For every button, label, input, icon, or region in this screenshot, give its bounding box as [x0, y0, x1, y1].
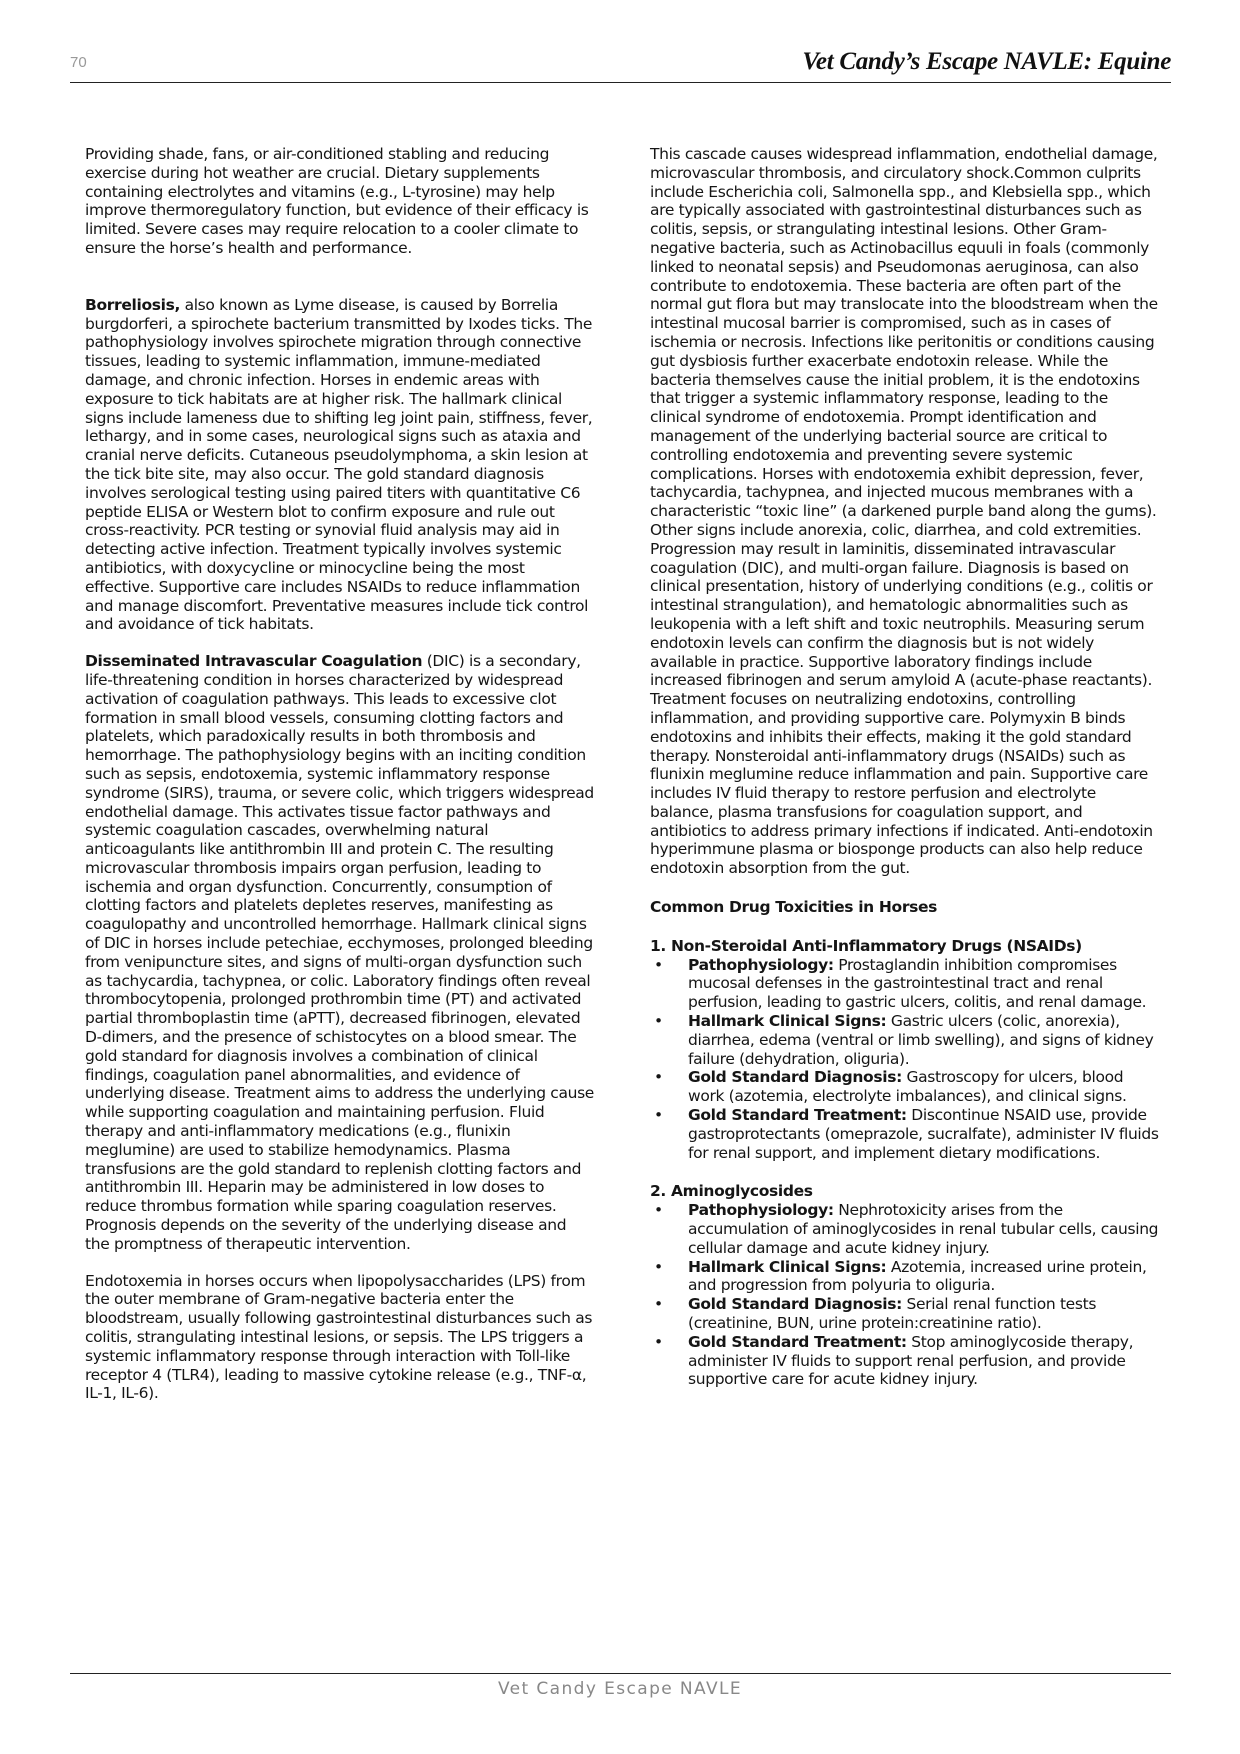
list-item — [650, 1333, 1160, 1389]
item-text: Gastroscopy for ulcers, blood work (azotemia, electrolyte imbalances), and clinical signs. — [688, 1068, 1127, 1106]
list-item — [650, 1258, 1160, 1296]
item-label: Gold Standard Diagnosis: — [688, 1068, 902, 1087]
book-title: Vet Candy’s Escape NAVLE: Equine — [802, 48, 1171, 75]
aminoglycosides-list — [650, 1201, 1160, 1389]
item-label: Gold Standard Treatment: — [688, 1106, 907, 1125]
nsaids-list — [650, 956, 1160, 1163]
item-label: Hallmark Clinical Signs: — [688, 1257, 887, 1276]
header-divider — [70, 82, 1171, 83]
list-item — [650, 1201, 1160, 1257]
list-item — [650, 1068, 1160, 1106]
borreliosis-term: Borreliosis, — [85, 295, 180, 314]
item-text: Gastric ulcers (colic, anorexia), diarrhea, edema (ventral or limb swelling), and signs of kidney failure (dehydration, oliguria). — [688, 1012, 1154, 1068]
item-text: Nephrotoxicity arises from the accumulation of aminoglycosides in renal tubular cells, causing cellular damage and acute kidney injury. — [688, 1201, 1159, 1257]
item-label: Hallmark Clinical Signs: — [688, 1012, 887, 1031]
aminoglycosides-heading: 2. Aminoglycosides — [650, 1182, 813, 1201]
nsaids-heading: 1. Non-Steroidal Anti-Inflammatory Drugs (NSAIDs) — [650, 936, 1082, 955]
item-label: Pathophysiology: — [688, 955, 834, 974]
page-number: 70 — [70, 54, 87, 71]
dic-paragraph — [85, 652, 595, 1254]
section-title: Common Drug Toxicities in Horses — [650, 898, 938, 917]
dic-term: Disseminated Intravascular Coagulation — [85, 652, 423, 671]
list-item — [650, 1106, 1160, 1162]
right-column — [650, 145, 1160, 1389]
item-text: Prostaglandin inhibition compromises mucosal defenses in the gastrointestinal tract and renal perfusion, leading to gastric ulcers, colitis, and renal damage. — [688, 955, 1147, 1012]
item-label: Pathophysiology: — [688, 1201, 834, 1220]
item-label: Gold Standard Treatment: — [688, 1332, 907, 1351]
item-text: Stop aminoglycoside therapy, administer IV fluids to support renal perfusion, and provide supportive care for acute kidney injury. — [688, 1332, 1134, 1389]
borreliosis-paragraph — [85, 296, 595, 634]
borreliosis-text: also known as Lyme disease, is caused by Borrelia burgdorferi, a spirochete bacterium transmitted by Ixodes ticks. The pathophysiology involves spirochete migration through connective tissues, leading to systemic inflammation, immune-mediated damage, and chronic infection. Horses in endemic areas with exposure to tick habitats are at higher risk. The hallmark clinical signs include lameness due to shifting leg joint pain, stiffness, fever, lethargy, and in some cases, neurological signs such as ataxia and cranial nerve deficits. Cutaneous pseudolymphoma, a skin lesion at the tick bite site, may also occur. The gold standard diagnosis involves serological testing using paired titers with quantitative C6 peptide ELISA or Western blot to confirm exposure and rule out cross-reactivity. PCR testing or synovial fluid analysis may aid in detecting active infection. Treatment typically involves systemic antibiotics, with doxycycline or minocycline being the most effective. Supportive care includes NSAIDs to reduce inflammation and manage discomfort. Preventative measures include tick control and avoidance of tick habitats. — [85, 295, 593, 634]
endotoxemia-paragraph: Endotoxemia in horses occurs when lipopolysaccharides (LPS) from the outer membrane of Gram-negative bacteria enter the bloodstream, usually following gastrointestinal disturbances such as colitis, strangulating intestinal lesions, or sepsis. The LPS triggers a systemic inflammatory response through interaction with Toll-like receptor 4 (TLR4), leading to massive cytokine release (e.g., TNF-α, IL-1, IL-6). — [85, 1271, 593, 1403]
dic-text: (DIC) is a secondary, life-threatening condition in horses characterized by widespread activation of coagulation pathways. This leads to excessive clot formation in small blood vessels, consuming clotting factors and platelets, which paradoxically results in both thrombosis and hemorrhage. The pathophysiology begins with an inciting condition such as sepsis, endotoxemia, systemic inflammatory response syndrome (SIRS), trauma, or severe colic, which triggers widespread endothelial damage. This activates tissue factor pathways and systemic coagulation cascades, overwhelming natural anticoagulants like antithrombin III and protein C. The resulting microvascular thrombosis impairs organ perfusion, leading to ischemia and organ dysfunction. Concurrently, consumption of clotting factors and platelets depletes reserves, manifesting as coagulopathy and uncontrolled hemorrhage. Hallmark clinical signs of DIC in horses include petechiae, ecchymoses, prolonged bleeding from venipuncture sites, and signs of multi-organ dysfunction such as tachycardia, tachypnea, or colic. Laboratory findings often reveal thrombocytopenia, prolonged prothrombin time (PT) and activated partial thromboplastin time (aPTT), decreased fibrinogen, elevated D-dimers, and the presence of schistocytes on a blood smear. The gold standard for diagnosis involves a combination of clinical findings, coagulation panel abnormalities, and evidence of underlying disease. Treatment aims to address the underlying cause while supporting coagulation and maintaining perfusion. Fluid therapy and anti-inflammatory medications (e.g., flunixin meglumine) are used to stabilize hemodynamics. Plasma transfusions are the gold standard to replenish clotting factors and antithrombin III. Heparin may be administered in low doses to reduce thrombus formation while sparing coagulation reserves. Prognosis depends on the severity of the underlying disease and the promptness of therapeutic intervention. — [85, 652, 594, 1253]
item-label: Gold Standard Diagnosis: — [688, 1295, 902, 1314]
footer-text: Vet Candy Escape NAVLE — [497, 1679, 743, 1699]
item-text: Discontinue NSAID use, provide gastroprotectants (omeprazole, sucralfate), administer IV fluids for renal support, and implement dietary modifications. — [688, 1106, 1159, 1162]
item-text: Serial renal function tests (creatinine, BUN, urine protein:creatinine ratio). — [688, 1295, 1097, 1333]
heat-management-paragraph: Providing shade, fans, or air-conditioned stabling and reducing exercise during hot weather are crucial. Dietary supplements containing electrolytes and vitamins (e.g., L-tyrosine) may help improve thermoregulatory function, but evidence of their efficacy is limited. Severe cases may require relocation to a cooler climate to ensure the horse’s health and performance. — [85, 145, 589, 257]
left-column — [85, 145, 595, 1403]
endotoxemia-continued-paragraph: This cascade causes widespread inflammation, endothelial damage, microvascular thrombosis, and circulatory shock.Common culprits include Escherichia coli, Salmonella spp., and Klebsiella spp., which are typically associated with gastrointestinal disturbances such as colitis, sepsis, or strangulating intestinal lesions. Other Gram-negative bacteria, such as Actinobacillus equuli in foals (commonly linked to neonatal sepsis) and Pseudomonas aeruginosa, can also contribute to endotoxemia. These bacteria are often part of the normal gut flora but may translocate into the bloodstream when the intestinal mucosal barrier is compromised, such as in cases of ischemia or necrosis. Infections like peritonitis or conditions causing gut dysbiosis further exacerbate endotoxin release. While the bacteria themselves cause the initial problem, it is the endotoxins that trigger a systemic inflammatory response, leading to the clinical syndrome of endotoxemia. Prompt identification and management of the underlying bacterial source are critical to controlling endotoxemia and preventing severe systemic complications. Horses with endotoxemia exhibit depression, fever, tachycardia, tachypnea, and injected mucous membranes with a characteristic “toxic line” (a darkened purple band along the gums). Other signs include anorexia, colic, diarrhea, and cold extremities. Progression may result in laminitis, disseminated intravascular coagulation (DIC), and multi-organ failure. Diagnosis is based on clinical presentation, history of underlying conditions (e.g., colitis or intestinal strangulation), and hematologic abnormalities such as leukopenia with a left shift and toxic neutrophils. Measuring serum endotoxin levels can confirm the diagnosis but is not widely available in practice. Supportive laboratory findings include increased fibrinogen and serum amyloid A (acute-phase reactants). Treatment focuses on neutralizing endotoxins, controlling inflammation, and providing supportive care. Polymyxin B binds endotoxins and inhibits their effects, making it the gold standard therapy. Nonsteroidal anti-inflammatory drugs (NSAIDs) such as flunixin meglumine reduce inflammation and pain. Supportive care includes IV fluid therapy to restore perfusion and electrolyte balance, plasma transfusions for coagulation support, and antibiotics to address primary infections if indicated. Anti-endotoxin hyperimmune plasma or biosponge products can also help reduce endotoxin absorption from the gut. — [650, 145, 1158, 878]
list-item — [650, 1295, 1160, 1333]
list-item — [650, 1012, 1160, 1068]
item-text: Azotemia, increased urine protein, and progression from polyuria to oliguria. — [688, 1257, 1147, 1295]
list-item — [650, 956, 1160, 1012]
footer-divider — [70, 1673, 1171, 1674]
